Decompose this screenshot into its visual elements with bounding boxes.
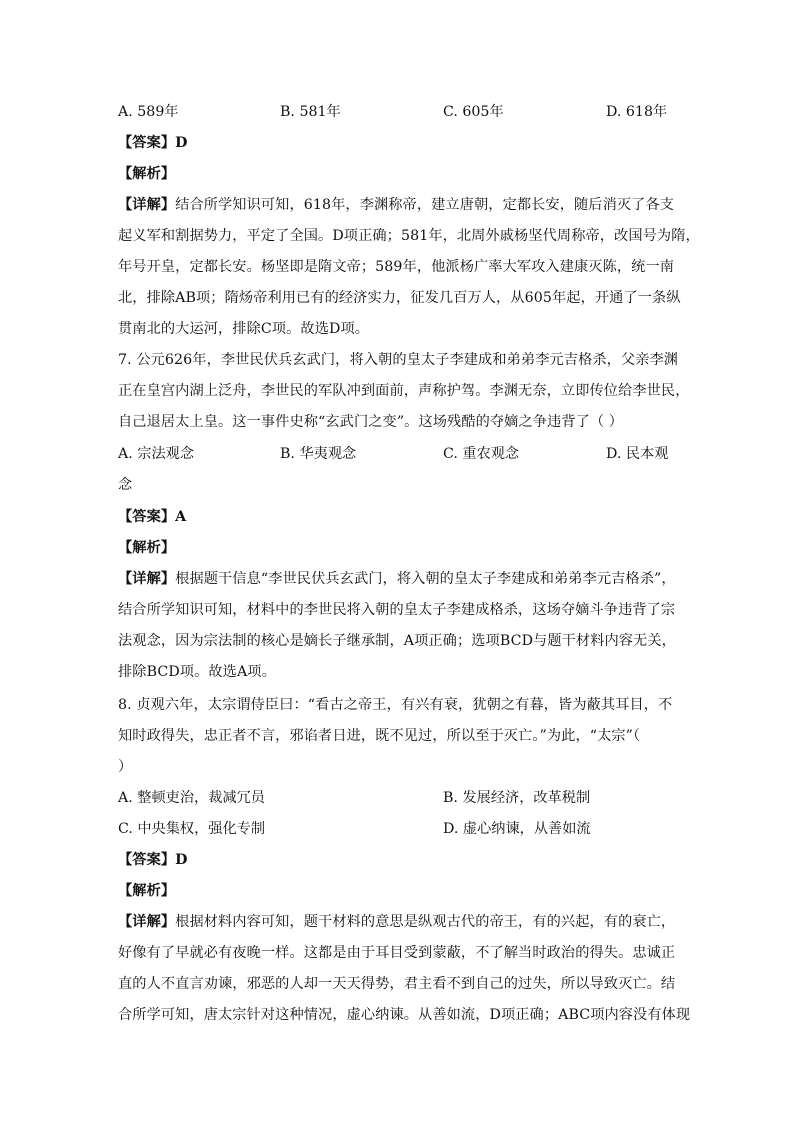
q7-detail-line-4: 排除BCD项。故选A项。 bbox=[118, 664, 276, 680]
q6-detail-line-2: 起义军和割据势力，平定了全国。D项正确；581年，北周外戚杨坚代周称帝，改国号为隋， bbox=[118, 228, 700, 244]
q6-detail-line-5: 贯南北的大运河，排除C项。故选D项。 bbox=[118, 321, 370, 337]
q6-detail-line-3: 年号开皇，定都长安。杨坚即是隋文帝；589年，他派杨广率大军攻入建康灭陈，统一南 bbox=[118, 259, 675, 275]
q7-detail-line-2: 结合所学知识可知，材料中的李世民将入朝的皇太子李建成格杀，这场夺嫡斗争违背了宗 bbox=[118, 602, 676, 618]
q8-detail-line-3: 直的人不直言劝谏，邪恶的人却一天天得势，君主看不到自己的过失，所以导致灭亡。结 bbox=[118, 976, 676, 992]
q7-option-b: B. 华夷观念 bbox=[280, 446, 357, 462]
q7-option-d: D. 民本观 bbox=[606, 446, 669, 462]
q7-detail-line-3: 法观念，因为宗法制的核心是嫡长子继承制，A项正确；选项BCD与题干材料内容无关， bbox=[118, 633, 676, 649]
q6-analysis-heading: 【解析】 bbox=[118, 166, 176, 182]
q8-option-a: A. 整顿吏治，裁减冗员 bbox=[118, 790, 265, 806]
q8-detail-line-4: 合所学可知，唐太宗针对这种情况，虚心纳谏。从善如流，D项正确；ABC项内容没有体现 bbox=[118, 1007, 691, 1023]
q8-stem-line-2: 知时政得失，忠正者不言，邪谄者日进，既不见过，所以至于灭亡。”为此，“太宗”（ bbox=[118, 728, 641, 744]
q7-detail-tag: 【详解】 bbox=[118, 571, 176, 587]
q6-option-a: A. 589年 bbox=[118, 104, 179, 120]
q8-stem-line-1: 8. 贞观六年，太宗谓侍臣曰：“看古之帝王，有兴有衰，犹朝之有暮，皆为蔽其耳目，不 bbox=[118, 697, 673, 713]
q8-stem-line-3: ） bbox=[118, 759, 133, 775]
q8-detail-tag: 【详解】 bbox=[118, 914, 176, 930]
q6-option-b: B. 581年 bbox=[280, 104, 341, 120]
q8-option-c: C. 中央集权，强化专制 bbox=[118, 821, 266, 837]
q7-option-d-wrap: 念 bbox=[118, 477, 133, 493]
q7-detail-line-1: 【详解】根据题干信息“李世民伏兵玄武门，将入朝的皇太子李建成和弟弟李元吉格杀”， bbox=[118, 571, 676, 587]
q8-detail-line-2: 好像有了早就必有夜晚一样。这都是由于耳目受到蒙蔽，不了解当时政治的得失。忠诚正 bbox=[118, 945, 676, 961]
q8-option-d: D. 虚心纳谏，从善如流 bbox=[443, 821, 591, 837]
q6-detail-line-4: 北，排除AB项；隋炀帝利用已有的经济实力，征发几百万人，从605年起，开通了一条纵 bbox=[118, 290, 681, 306]
q7-option-a: A. 宗法观念 bbox=[118, 446, 195, 462]
q7-stem-line-1: 7. 公元626年，李世民伏兵玄武门，将入朝的皇太子李建成和弟弟李元吉格杀，父亲李渊 bbox=[118, 352, 679, 368]
q6-answer: 【答案】D bbox=[118, 135, 188, 151]
q6-detail-tag: 【详解】 bbox=[118, 197, 176, 213]
q7-stem-line-2: 正在皇宫内湖上泛舟，李世民的军队冲到面前，声称护驾。李渊无奈，立即传位给李世民， bbox=[118, 383, 690, 399]
q8-analysis-heading: 【解析】 bbox=[118, 883, 176, 899]
q6-option-d: D. 618年 bbox=[606, 104, 668, 120]
q7-analysis-heading: 【解析】 bbox=[118, 540, 176, 556]
q8-option-b: B. 发展经济，改革税制 bbox=[443, 790, 591, 806]
q6-detail-line-1: 【详解】结合所学知识可知，618年，李渊称帝，建立唐朝，定都长安，随后消灭了各支 bbox=[118, 197, 675, 213]
q8-answer: 【答案】D bbox=[118, 852, 188, 868]
q7-answer: 【答案】A bbox=[118, 509, 187, 525]
q8-detail-line-1: 【详解】根据材料内容可知，题干材料的意思是纵观古代的帝王，有的兴起，有的衰亡， bbox=[118, 914, 676, 930]
q6-option-c: C. 605年 bbox=[443, 104, 504, 120]
q7-option-c: C. 重农观念 bbox=[443, 446, 520, 462]
q7-stem-line-3: 自己退居太上皇。这一事件史称“玄武门之变”。这场残酷的夺嫡之争违背了（ ） bbox=[118, 414, 624, 430]
